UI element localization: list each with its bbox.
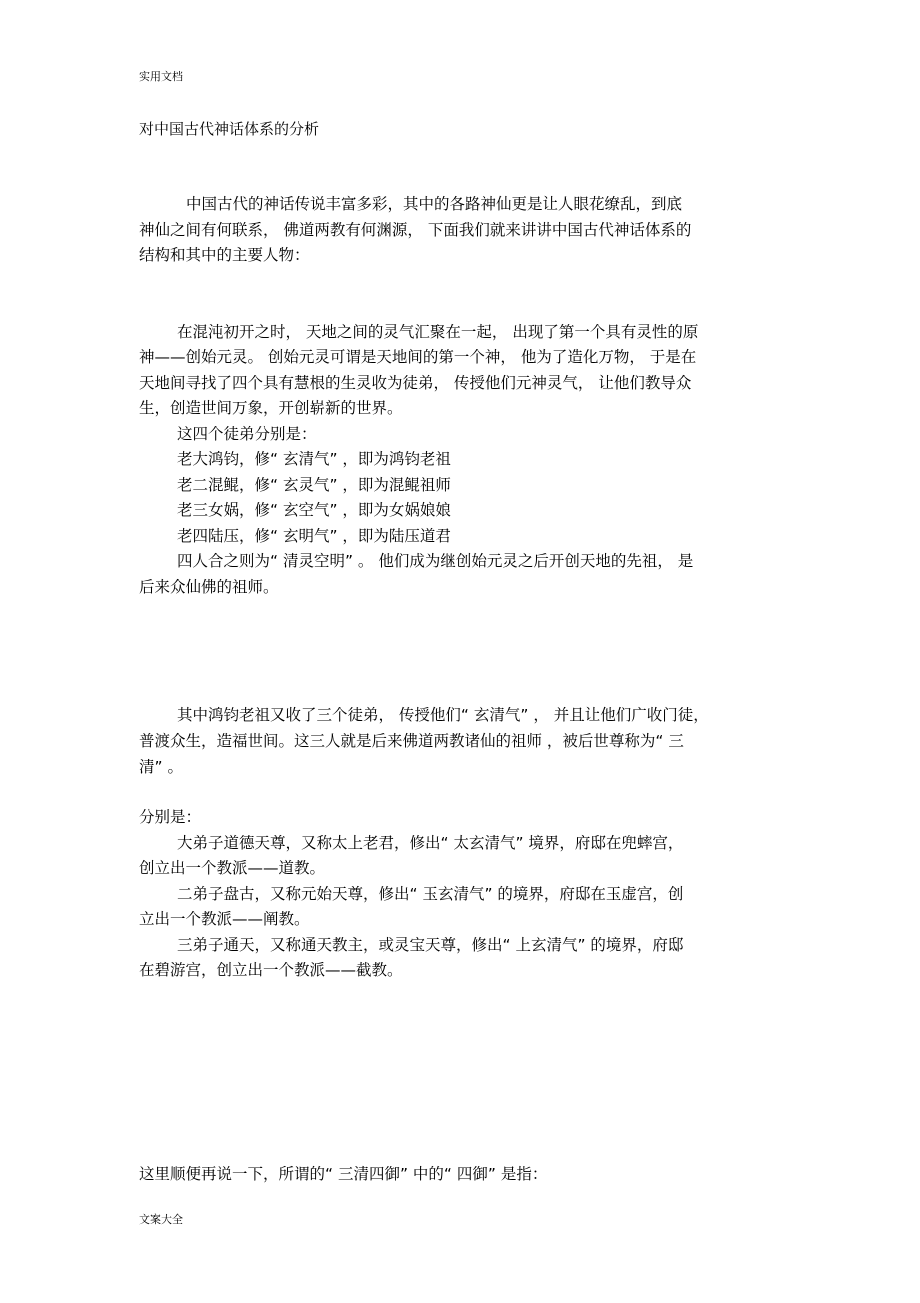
origin-line-1: 在混沌初开之时， 天地之间的灵气汇聚在一起， 出现了第一个具有灵性的原 <box>177 323 699 341</box>
origin-line-2: 神——创始元灵。 创始元灵可谓是天地间的第一个神， 他为了造化万物， 于是在 <box>139 348 697 366</box>
sanqing-line-2: 创立出一个教派——道教。 <box>139 859 326 877</box>
sanqing-intro: 分别是： <box>139 808 202 826</box>
sanqing-line-1: 大弟子道德天尊，又称太上老君，修出“ 太玄清气” 境界，府邸在兜蟀宫， <box>177 834 684 852</box>
page-footer: 文案大全 <box>139 1213 183 1226</box>
sanqing-line-3: 二弟子盘古，又称元始天尊，修出“ 玉玄清气” 的境界，府邸在玉虚宫，创 <box>177 885 684 903</box>
intro-line-1: 中国古代的神话传说丰富多彩，其中的各路神仙更是让人眼花缭乱，到底 <box>186 195 683 213</box>
sanqing-line-4: 立出一个教派——阐教。 <box>139 910 310 928</box>
disciple-line-3: 老三女娲，修“ 玄空气” ，即为女娲娘娘 <box>177 501 451 519</box>
origin-line-4: 生，创造世间万象，开创崭新的世界。 <box>139 399 403 417</box>
intro-line-2: 神仙之间有何联系， 佛道两教有何渊源， 下面我们就来讲讲中国古代神话体系的 <box>139 221 692 239</box>
intro-line-3: 结构和其中的主要人物： <box>139 246 310 264</box>
origin-line-3: 天地间寻找了四个具有慧根的生灵收为徒弟， 传授他们元神灵气， 让他们教导众 <box>139 374 692 392</box>
combined-line-2: 后来众仙佛的祖师。 <box>139 578 279 596</box>
combined-line-1: 四人合之则为“ 清灵空明” 。 他们成为继创始元灵之后开创天地的先祖， 是 <box>177 552 694 570</box>
disciple-line-4: 老四陆压，修“ 玄明气” ，即为陆压道君 <box>177 527 451 545</box>
hongjun-line-1: 其中鸿钧老祖又收了三个徒弟， 传授他们“ 玄清气” ， 并且让他们广收门徒， <box>177 706 709 724</box>
disciple-line-2: 老二混鲲，修“ 玄灵气” ，即为混鲲祖师 <box>177 476 451 494</box>
sanqing-line-5: 三弟子通天，又称通天教主，或灵宝天尊，修出“ 上玄清气” 的境界，府邸 <box>177 936 684 954</box>
siyu-line: 这里顺便再说一下，所谓的“ 三清四御” 中的“ 四御” 是指： <box>139 1165 548 1183</box>
page-title: 对中国古代神话体系的分析 <box>139 120 320 138</box>
disciples-intro: 这四个徒弟分别是： <box>177 425 317 443</box>
sanqing-line-6: 在碧游宫，创立出一个教派——截教。 <box>139 961 403 979</box>
hongjun-line-2: 普渡众生，造福世间。这三人就是后来佛道两教诸仙的祖师 ，被后世尊称为“ 三 <box>139 732 684 750</box>
disciple-line-1: 老大鸿钧，修“ 玄清气” ，即为鸿钧老祖 <box>177 450 451 468</box>
page-header: 实用文档 <box>139 70 183 83</box>
hongjun-line-3: 清” 。 <box>139 758 183 776</box>
